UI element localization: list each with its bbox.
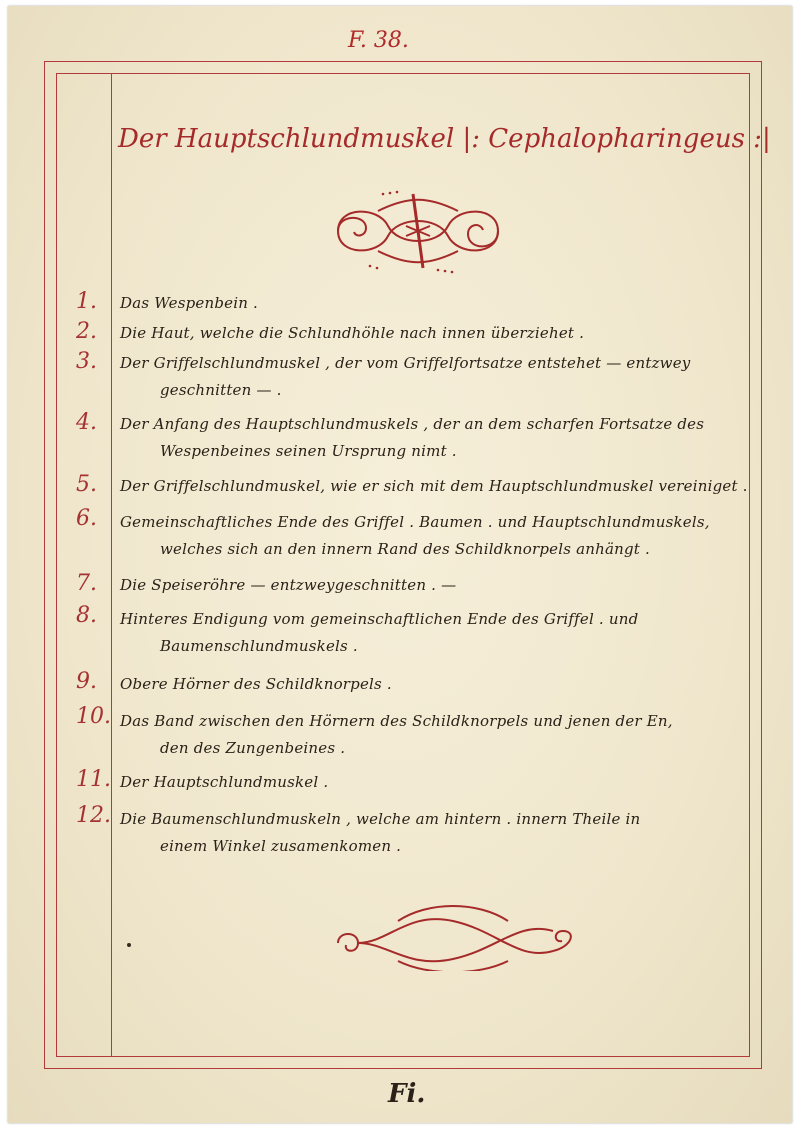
entry-text xyxy=(120,320,750,347)
entry-text xyxy=(120,769,750,796)
bottom-flourish-ornament xyxy=(318,901,588,971)
entry-line: Wespenbeines seinen Ursprung nimt . xyxy=(160,442,457,460)
top-flourish-ornament xyxy=(308,186,528,276)
entry-line: Das Band zwischen den Hörnern des Schildknorpels und jenen der En, xyxy=(120,712,673,730)
entry-line: den des Zungenbeines . xyxy=(160,739,346,757)
entry-number: 3. xyxy=(76,349,97,374)
entry-line: Die Speiseröhre — entzweygeschnitten . — xyxy=(120,576,457,594)
entry-line: Die Baumenschlundmuskeln , welche am hintern . innern Theile in xyxy=(120,810,641,828)
entry-number: 8. xyxy=(76,603,97,628)
signature-mark: Fi. xyxy=(388,1079,426,1109)
entry-line: Der Griffelschlundmuskel , der vom Griffelfortsatze entstehet — entzwey xyxy=(120,354,691,372)
entry-line: einem Winkel zusamenkomen . xyxy=(160,837,402,855)
entry-line: Der Griffelschlundmuskel, wie er sich mit dem Hauptschlundmuskel vereiniget . xyxy=(120,477,748,495)
entry-text xyxy=(120,473,750,500)
entry-text xyxy=(120,806,750,860)
entry-number: 5. xyxy=(76,472,97,497)
entry-text xyxy=(120,708,750,762)
entry-text xyxy=(120,350,750,404)
entry-number: 11. xyxy=(76,767,111,792)
entry-number: 6. xyxy=(76,506,97,531)
margin-rule xyxy=(111,73,112,1057)
manuscript-page xyxy=(8,6,792,1123)
plate-number: F. 38. xyxy=(348,28,409,53)
entry-line: Hinteres Endigung vom gemeinschaftlichen Ende des Griffel . und xyxy=(120,610,639,628)
entry-number: 10. xyxy=(76,704,111,729)
entry-number: 12. xyxy=(76,803,111,828)
entry-number: 1. xyxy=(76,289,97,314)
entry-line: Das Wespenbein . xyxy=(120,294,259,312)
entry-line: Der Hauptschlundmuskel . xyxy=(120,773,329,791)
entry-text xyxy=(120,411,750,465)
entry-text xyxy=(120,290,750,317)
entry-number: 2. xyxy=(76,319,97,344)
entry-line: Der Anfang des Hauptschlundmuskels , der an dem scharfen Fortsatze des xyxy=(120,415,705,433)
entry-text xyxy=(120,572,750,599)
entry-text xyxy=(120,671,750,698)
entry-line: Obere Hörner des Schildknorpels . xyxy=(120,675,392,693)
entry-line: Gemeinschaftliches Ende des Griffel . Baumen . und Hauptschlundmuskels, xyxy=(120,513,710,531)
entry-line: Baumenschlundmuskels . xyxy=(160,637,358,655)
entry-number: 7. xyxy=(76,571,97,596)
entry-line: Die Haut, welche die Schlundhöhle nach innen überziehet . xyxy=(120,324,585,342)
entry-text xyxy=(120,509,750,563)
entry-line: geschnitten — . xyxy=(160,381,282,399)
entry-number: 4. xyxy=(76,410,97,435)
entry-number: 9. xyxy=(76,669,97,694)
page-title: Der Hauptschlundmuskel |: Cephalopharingeus :| xyxy=(118,124,771,154)
entry-text xyxy=(120,606,750,660)
entry-line: welches sich an den innern Rand des Schildknorpels anhängt . xyxy=(160,540,650,558)
ink-dot xyxy=(127,943,131,947)
